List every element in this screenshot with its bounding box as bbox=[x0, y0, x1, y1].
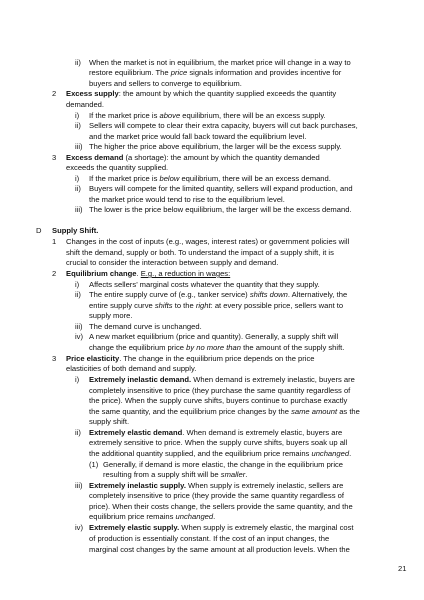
text-segment: the market price would tend to rise to the equilibrium level. bbox=[89, 195, 285, 204]
text-segment: supply more. bbox=[89, 311, 133, 320]
text-segment: marginal cost changes by the same amount at all production levels. When the bbox=[89, 545, 350, 554]
line-text bbox=[89, 311, 132, 321]
text-line bbox=[0, 237, 424, 247]
text-segment: the amount of the supply shift. bbox=[240, 343, 345, 352]
text-segment: . bbox=[213, 512, 216, 521]
list-marker: i) bbox=[75, 375, 80, 384]
text-segment: . bbox=[349, 449, 352, 458]
text-line bbox=[0, 460, 424, 470]
text-segment: shift the demand, supply or both. To understand the impact of a supply shift, it is bbox=[66, 248, 334, 257]
text-segment: Extremely inelastic supply. bbox=[89, 481, 186, 490]
line-text bbox=[89, 322, 202, 332]
text-line bbox=[0, 205, 424, 215]
text-segment: Sellers will compete to clear their extra capacity, buyers will cut back purchases, bbox=[89, 121, 358, 130]
text-line bbox=[0, 269, 424, 279]
line-text bbox=[66, 364, 196, 374]
text-line bbox=[0, 100, 424, 110]
text-segment: Excess demand bbox=[66, 153, 124, 162]
text-segment: Generally, if demand is more elastic, the change in the equilibrium price bbox=[103, 460, 344, 469]
text-segment: A new market equilibrium (price and quantity). Generally, a supply shift will bbox=[89, 332, 339, 341]
line-text bbox=[89, 195, 285, 205]
list-marker: 2 bbox=[52, 269, 57, 278]
text-segment: . The change in the equilibrium price depends on the price bbox=[119, 354, 315, 363]
text-line bbox=[0, 89, 424, 99]
line-text bbox=[66, 248, 334, 258]
text-line bbox=[0, 142, 424, 152]
text-line bbox=[0, 79, 424, 89]
text-segment: The demand curve is unchanged. bbox=[89, 322, 202, 331]
text-segment: resulting from a supply shift will be bbox=[103, 470, 221, 479]
list-marker: 3 bbox=[52, 153, 57, 162]
text-line bbox=[0, 375, 424, 385]
text-line bbox=[0, 195, 424, 205]
text-segment: and the market price would fall back toward the equilibrium level. bbox=[89, 132, 307, 141]
line-text bbox=[89, 290, 347, 300]
line-text bbox=[66, 354, 315, 364]
text-line bbox=[0, 280, 424, 290]
text-line bbox=[0, 545, 424, 555]
text-segment: . Alternatively, the bbox=[287, 290, 348, 299]
line-text bbox=[89, 184, 353, 194]
text-segment: shifts down bbox=[249, 290, 288, 299]
text-segment: by no more than bbox=[186, 343, 241, 352]
text-line bbox=[0, 184, 424, 194]
text-segment: below bbox=[159, 174, 180, 183]
text-segment: equilibrium, there will be an excess supply. bbox=[180, 111, 326, 120]
text-line bbox=[0, 301, 424, 311]
text-segment: : the amount by which the quantity supplied exceeds the quantity bbox=[118, 89, 337, 98]
text-segment: of production is essentially constant. If the cost of an input changes, the bbox=[89, 534, 330, 543]
text-line bbox=[0, 153, 424, 163]
text-segment: The lower is the price below equilibrium, the larger will be the excess demand. bbox=[89, 205, 352, 214]
text-segment: shifts bbox=[154, 301, 173, 310]
line-text bbox=[89, 58, 351, 68]
text-line bbox=[0, 58, 424, 68]
text-segment: crucial to consider the interaction between supply and demand. bbox=[66, 258, 279, 267]
text-segment: Changes in the cost of inputs (e.g., wages, interest rates) or government policies will bbox=[66, 237, 350, 246]
line-text bbox=[89, 375, 355, 385]
line-text bbox=[52, 226, 98, 236]
list-marker: ii) bbox=[75, 290, 81, 299]
text-line bbox=[0, 428, 424, 438]
line-text bbox=[66, 163, 168, 173]
list-marker: iii) bbox=[75, 205, 83, 214]
text-line bbox=[0, 407, 424, 417]
text-line bbox=[0, 248, 424, 258]
text-segment: completely insensitive to price (they provide the same quantity regardless of bbox=[89, 491, 344, 500]
text-segment: When supply is extremely inelastic, sellers are bbox=[185, 481, 344, 490]
line-text bbox=[89, 512, 215, 522]
list-marker: (1) bbox=[89, 460, 99, 469]
text-segment: change the equilibrium price bbox=[89, 343, 187, 352]
text-segment: price). When their costs change, the sellers provide the same quantity, and the bbox=[89, 502, 353, 511]
line-text bbox=[89, 142, 342, 152]
text-line bbox=[0, 449, 424, 459]
line-text bbox=[66, 269, 230, 279]
text-line bbox=[0, 523, 424, 533]
text-segment: Buyers will compete for the limited quantity, sellers will expand production, and bbox=[89, 184, 353, 193]
list-marker: ii) bbox=[75, 184, 81, 193]
text-line bbox=[0, 111, 424, 121]
text-segment: unchanged bbox=[175, 512, 214, 521]
line-text bbox=[66, 153, 320, 163]
line-text bbox=[89, 174, 331, 184]
text-line bbox=[0, 438, 424, 448]
line-text bbox=[89, 502, 353, 512]
list-marker: i) bbox=[75, 174, 80, 183]
text-line bbox=[0, 396, 424, 406]
text-segment: the additional quantity supplied, and the equilibrium price remains bbox=[89, 449, 312, 458]
text-line bbox=[0, 68, 424, 78]
text-segment: supply shift. bbox=[89, 417, 130, 426]
text-segment: Extremely inelastic demand. bbox=[89, 375, 192, 384]
text-segment: the same quantity, and the equilibrium price changes by the bbox=[89, 407, 292, 416]
text-segment: The entire supply curve of (e.g., tanker service) bbox=[89, 290, 250, 299]
text-segment: same amount bbox=[291, 407, 338, 416]
text-segment: exceeds the quantity supplied. bbox=[66, 163, 169, 172]
text-segment: smaller bbox=[220, 470, 246, 479]
text-segment: When the market is not in equilibrium, the market price will change in a way to bbox=[89, 58, 351, 67]
line-text bbox=[89, 523, 354, 533]
line-text bbox=[66, 89, 336, 99]
text-segment: signals information and provides incentive for bbox=[187, 68, 342, 77]
text-line bbox=[0, 226, 424, 236]
text-segment: the price). When the supply curve shifts, buyers continue to purchase exactly bbox=[89, 396, 348, 405]
text-segment: entire supply curve bbox=[89, 301, 155, 310]
line-text bbox=[89, 132, 306, 142]
text-segment: to the bbox=[172, 301, 196, 310]
line-text bbox=[103, 460, 343, 470]
page-number: 21 bbox=[398, 564, 407, 573]
text-line bbox=[0, 343, 424, 353]
line-text bbox=[89, 332, 338, 342]
text-line bbox=[0, 258, 424, 268]
text-segment: Extremely elastic demand bbox=[89, 428, 183, 437]
list-marker: i) bbox=[75, 111, 80, 120]
text-line bbox=[0, 332, 424, 342]
text-segment: as the bbox=[337, 407, 360, 416]
list-marker: D bbox=[36, 226, 42, 235]
line-text bbox=[66, 258, 278, 268]
line-text bbox=[89, 417, 129, 427]
text-segment: completely insensitive to price (they purchase the same quantity regardless of bbox=[89, 386, 351, 395]
text-segment: . bbox=[245, 470, 248, 479]
list-marker: 2 bbox=[52, 89, 57, 98]
text-segment: equilibrium price remains bbox=[89, 512, 176, 521]
line-text bbox=[89, 386, 350, 396]
text-segment: unchanged bbox=[311, 449, 350, 458]
list-marker: ii) bbox=[75, 58, 81, 67]
line-text bbox=[66, 100, 104, 110]
line-text bbox=[89, 407, 360, 417]
line-text bbox=[89, 428, 342, 438]
text-line bbox=[0, 470, 424, 480]
line-text bbox=[89, 438, 347, 448]
text-segment: Affects sellers’ marginal costs whatever the quantity that they supply. bbox=[89, 280, 320, 289]
text-segment: If the market price is bbox=[89, 111, 160, 120]
text-line bbox=[0, 311, 424, 321]
line-text bbox=[89, 534, 329, 544]
text-line bbox=[0, 481, 424, 491]
text-segment: buyers and sellers to converge to equilibrium. bbox=[89, 79, 242, 88]
text-line bbox=[0, 512, 424, 522]
text-segment: . bbox=[136, 269, 141, 278]
line-text bbox=[89, 121, 358, 131]
text-line bbox=[0, 491, 424, 501]
text-segment: demanded. bbox=[66, 100, 104, 109]
line-text bbox=[89, 68, 341, 78]
text-segment: extremely sensitive to price. When the supply curve shifts, buyers soak up all bbox=[89, 438, 348, 447]
list-marker: 3 bbox=[52, 354, 57, 363]
line-text bbox=[89, 545, 350, 555]
text-segment: . When demand is extremely elastic, buyers are bbox=[182, 428, 343, 437]
line-text bbox=[89, 491, 344, 501]
line-text bbox=[89, 343, 344, 353]
text-line bbox=[0, 290, 424, 300]
list-marker: iii) bbox=[75, 142, 83, 151]
line-text bbox=[89, 111, 326, 121]
line-text bbox=[89, 280, 320, 290]
list-marker: ii) bbox=[75, 428, 81, 437]
list-marker: 1 bbox=[52, 237, 57, 246]
text-segment: E.g., a reduction in wages: bbox=[140, 269, 231, 278]
line-text bbox=[89, 396, 347, 406]
list-marker: i) bbox=[75, 280, 80, 289]
text-segment: price bbox=[170, 68, 188, 77]
text-line bbox=[0, 386, 424, 396]
text-segment: When demand is extremely inelastic, buyers are bbox=[191, 375, 355, 384]
text-line bbox=[0, 163, 424, 173]
line-text bbox=[103, 470, 247, 480]
text-segment: Equilibrium change bbox=[66, 269, 137, 278]
list-marker: iii) bbox=[75, 481, 83, 490]
text-line bbox=[0, 502, 424, 512]
text-segment: Excess supply bbox=[66, 89, 119, 98]
list-marker: ii) bbox=[75, 121, 81, 130]
text-segment: If the market price is bbox=[89, 174, 160, 183]
text-line bbox=[0, 132, 424, 142]
text-segment: above bbox=[159, 111, 181, 120]
text-segment: When supply is extremely elastic, the marginal cost bbox=[179, 523, 354, 532]
text-line bbox=[0, 174, 424, 184]
text-segment: elasticities of both demand and supply. bbox=[66, 364, 197, 373]
line-text bbox=[89, 449, 351, 459]
text-segment: The higher the price above equilibrium, the larger will be the excess supply. bbox=[89, 142, 342, 151]
text-line bbox=[0, 364, 424, 374]
line-text bbox=[66, 237, 349, 247]
text-segment: equilibrium, there will be an excess demand. bbox=[179, 174, 331, 183]
text-line bbox=[0, 417, 424, 427]
text-segment: Supply Shift. bbox=[52, 226, 99, 235]
text-segment: restore equilibrium. The bbox=[89, 68, 171, 77]
line-text bbox=[89, 205, 352, 215]
text-line bbox=[0, 322, 424, 332]
text-segment: : at every possible price, sellers want to bbox=[210, 301, 344, 310]
text-segment: Price elasticity bbox=[66, 354, 120, 363]
list-marker: iii) bbox=[75, 322, 83, 331]
text-line bbox=[0, 534, 424, 544]
list-marker: iv) bbox=[75, 332, 84, 341]
text-segment: right bbox=[195, 301, 211, 310]
text-segment: (a shortage): the amount by which the quantity demanded bbox=[123, 153, 320, 162]
line-text bbox=[89, 79, 242, 89]
text-line bbox=[0, 354, 424, 364]
text-line bbox=[0, 121, 424, 131]
line-text bbox=[89, 481, 343, 491]
line-text bbox=[89, 301, 343, 311]
text-segment: Extremely elastic supply. bbox=[89, 523, 180, 532]
list-marker: iv) bbox=[75, 523, 84, 532]
